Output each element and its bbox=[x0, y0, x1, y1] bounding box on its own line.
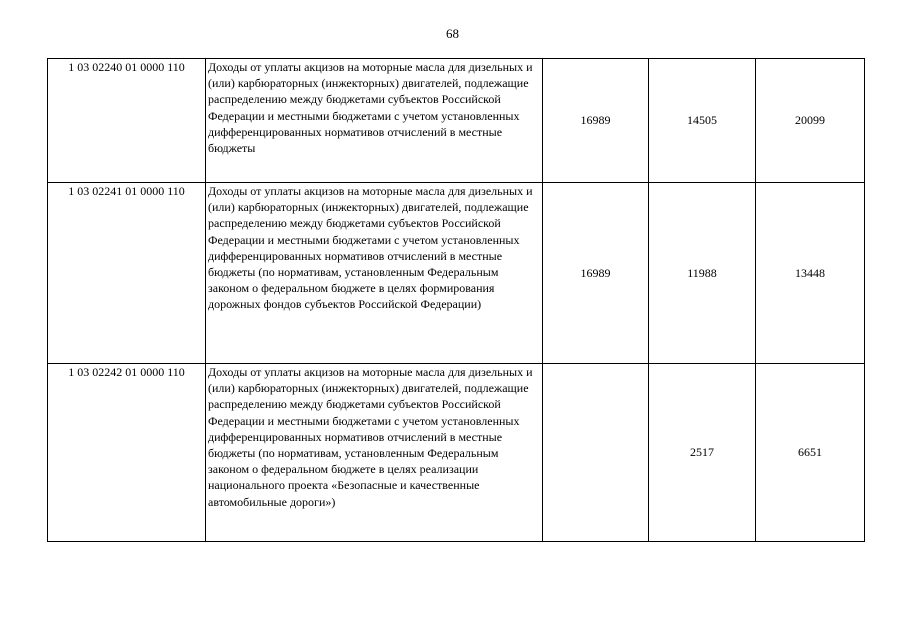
description-cell: Доходы от уплаты акцизов на моторные масла для дизельных и (или) карбюраторных (инжекторных) двигателей, подлежащие распределению между бюджетами субъектов Российской Федерации и местными бюджетами с учетом установленных дифференцированных нормативов отчислений в местные бюджеты (по нормативам, установленным Федеральным законом о федеральном бюджете в целях формирования дорожных фондов субъектов Российской Федерации) bbox=[206, 183, 543, 364]
description-cell: Доходы от уплаты акцизов на моторные масла для дизельных и (или) карбюраторных (инжекторных) двигателей, подлежащие распределению между бюджетами субъектов Российской Федерации и местными бюджетами с учетом установленных дифференцированных нормативов отчислений в местные бюджеты (по нормативам, установленным Федеральным законом о федеральном бюджете в целях реализации национального проекта «Безопасные и качественные автомобильные дороги») bbox=[206, 364, 543, 542]
value-cell-3: 6651 bbox=[756, 364, 865, 542]
value-cell-1: 16989 bbox=[543, 59, 649, 183]
value-cell-1: 16989 bbox=[543, 183, 649, 364]
value-cell-3: 13448 bbox=[756, 183, 865, 364]
table-row bbox=[48, 183, 865, 364]
budget-code-cell: 1 03 02240 01 0000 110 bbox=[48, 59, 206, 183]
value-cell-2: 2517 bbox=[649, 364, 756, 542]
table-row bbox=[48, 364, 865, 542]
revenue-table bbox=[47, 58, 865, 542]
value-cell-1 bbox=[543, 364, 649, 542]
budget-code-cell: 1 03 02242 01 0000 110 bbox=[48, 364, 206, 542]
table-row bbox=[48, 59, 865, 183]
value-cell-2: 11988 bbox=[649, 183, 756, 364]
budget-code-cell: 1 03 02241 01 0000 110 bbox=[48, 183, 206, 364]
value-cell-3: 20099 bbox=[756, 59, 865, 183]
value-cell-2: 14505 bbox=[649, 59, 756, 183]
description-cell: Доходы от уплаты акцизов на моторные масла для дизельных и (или) карбюраторных (инжекторных) двигателей, подлежащие распределению между бюджетами субъектов Российской Федерации и местными бюджетами с учетом установленных дифференцированных нормативов отчислений в местные бюджеты bbox=[206, 59, 543, 183]
page-number: 68 bbox=[446, 26, 459, 41]
